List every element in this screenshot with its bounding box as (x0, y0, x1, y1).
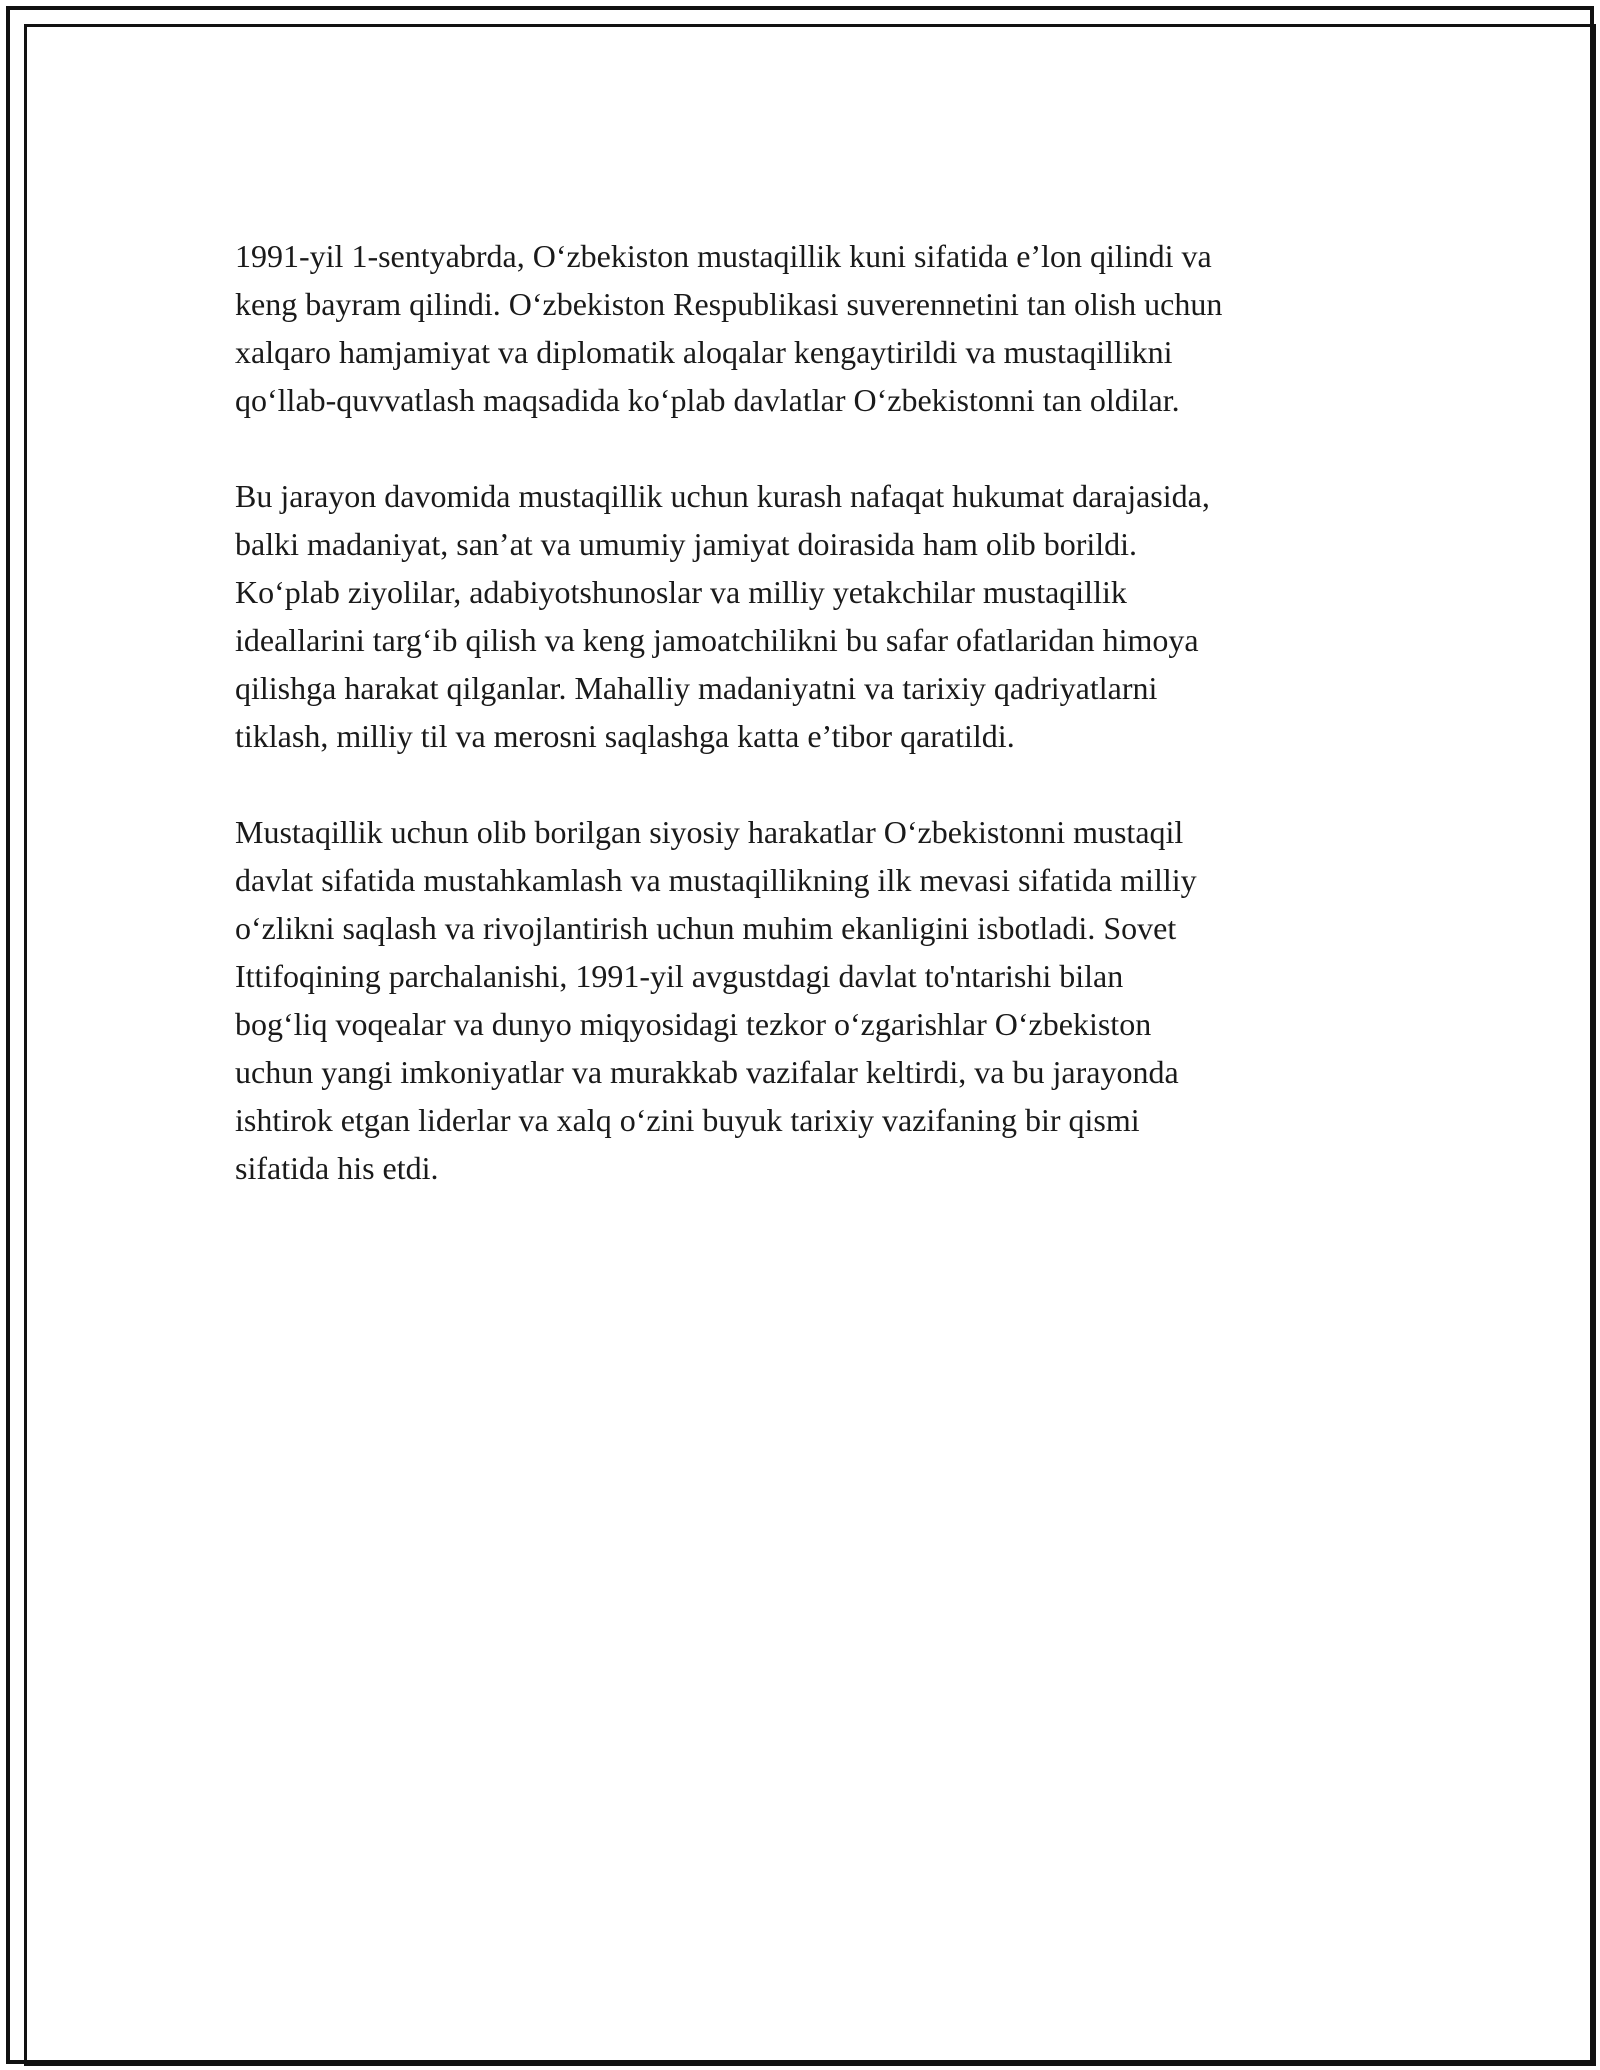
text-line: tiklash, milliy til va merosni saqlashga katta e’tibor qaratildi. (235, 718, 1015, 754)
text-line: qilishga harakat qilganlar. Mahalliy madaniyatni va tarixiy qadriyatlarni (235, 670, 1158, 706)
paragraph-3 (235, 808, 1385, 1192)
paragraph-1 (235, 232, 1385, 424)
text-line: Bu jarayon davomida mustaqillik uchun kurash nafaqat hukumat darajasida, (235, 478, 1210, 514)
text-line: davlat sifatida mustahkamlash va mustaqillikning ilk mevasi sifatida milliy (235, 862, 1197, 898)
text-line: qo‘llab-quvvatlash maqsadida ko‘plab davlatlar O‘zbekistonni tan oldilar. (235, 382, 1180, 418)
text-line: ideallarini targ‘ib qilish va keng jamoatchilikni bu safar ofatlaridan himoya (235, 622, 1199, 658)
text-line: 1991-yil 1-sentyabrda, O‘zbekiston mustaqillik kuni sifatida e’lon qilindi va (235, 238, 1212, 274)
text-line: Ittifoqining parchalanishi, 1991-yil avgustdagi davlat to'ntarishi bilan (235, 958, 1124, 994)
document-body (235, 232, 1385, 1240)
text-line: bog‘liq voqealar va dunyo miqyosidagi tezkor o‘zgarishlar O‘zbekiston (235, 1006, 1152, 1042)
text-line: keng bayram qilindi. O‘zbekiston Respublikasi suverennetini tan olish uchun (235, 286, 1223, 322)
text-line: balki madaniyat, san’at va umumiy jamiyat doirasida ham olib borildi. (235, 526, 1138, 562)
text-line: Ko‘plab ziyolilar, adabiyotshunoslar va milliy yetakchilar mustaqillik (235, 574, 1127, 610)
text-line: xalqaro hamjamiyat va diplomatik aloqalar kengaytirildi va mustaqillikni (235, 334, 1173, 370)
text-line: uchun yangi imkoniyatlar va murakkab vazifalar keltirdi, va bu jarayonda (235, 1054, 1179, 1090)
paragraph-2 (235, 472, 1385, 760)
text-line: sifatida his etdi. (235, 1150, 439, 1186)
text-line: Mustaqillik uchun olib borilgan siyosiy harakatlar O‘zbekistonni mustaqil (235, 814, 1184, 850)
text-line: o‘zlikni saqlash va rivojlantirish uchun muhim ekanligini isbotladi. Sovet (235, 910, 1177, 946)
text-line: ishtirok etgan liderlar va xalq o‘zini buyuk tarixiy vazifaning bir qismi (235, 1102, 1140, 1138)
